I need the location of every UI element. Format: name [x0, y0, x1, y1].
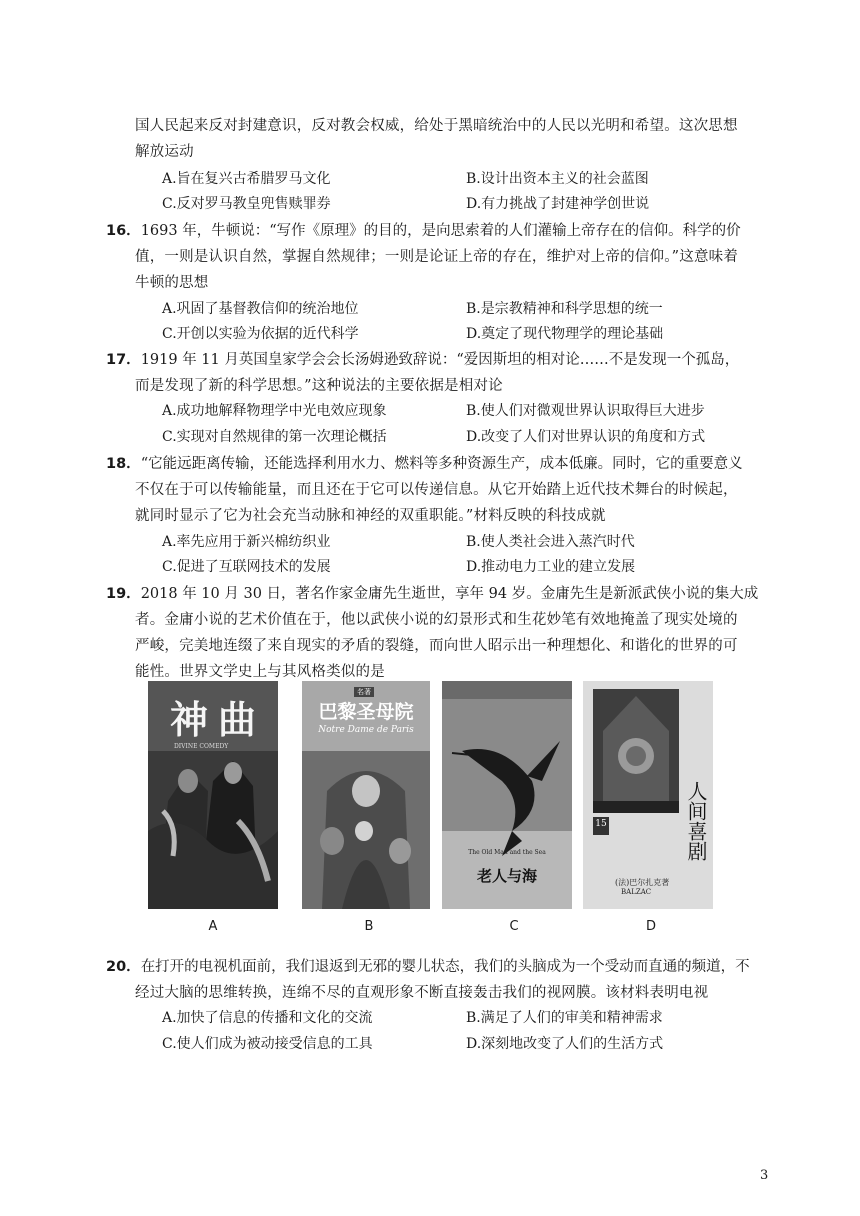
q19-stem-line-1: 2018 年 10 月 30 日，著名作家金庸先生逝世，享年 94 岁。金庸先生是新派武侠小说的集大成: [140, 586, 759, 602]
book-b-title: 巴黎圣母院: [318, 701, 414, 723]
book-cover-b: [302, 681, 430, 909]
book-a-subtitle: DIVINE COMEDY: [174, 743, 229, 750]
q15-option-c: C.反对罗马教皇兜售赎罪券: [162, 196, 331, 212]
q15-option-b: B.设计出资本主义的社会蓝图: [466, 171, 649, 187]
book-cover-a: [148, 681, 278, 909]
q19-line-1: [106, 581, 766, 607]
q16-line-1: [106, 218, 766, 244]
book-c-subtitle: The Old Man and the Sea: [468, 849, 546, 856]
q18-option-d: D.推动电力工业的建立发展: [466, 559, 636, 575]
q17-option-d: D.改变了人们对世界认识的角度和方式: [466, 429, 706, 445]
book-label-c: C: [509, 919, 519, 934]
q19-stem-line-4: 能性。世界文学史上与其风格类似的是: [135, 664, 385, 680]
q17-number: 17．: [106, 352, 141, 368]
q18-stem-line-2: 不仅在于可以传输能量，而且还在于它可以传递信息。从它开始踏上近代技术舞台的时候起，: [135, 482, 738, 498]
q18-line-1: [106, 451, 766, 477]
q17-stem-line-2: 而是发现了新的科学思想。”这种说法的主要依据是相对论: [135, 378, 503, 394]
q18-option-c: C.促进了互联网技术的发展: [162, 559, 331, 575]
book-b-subtitle: Notre Dame de Paris: [318, 725, 414, 735]
q19-stem-line-2: 者。金庸小说的艺术价值在于，他以武侠小说的幻景形式和生花妙笔有效地掩盖了现实处境的: [135, 612, 738, 628]
book-d-title: 人间喜剧: [684, 781, 708, 861]
q17-option-c: C.实现对自然规律的第一次理论概括: [162, 429, 387, 445]
q17-stem-line-1: 1919 年 11 月英国皇家学会会长汤姆逊致辞说：“爱因斯坦的相对论……不是发现一个孤岛，: [140, 352, 740, 368]
book-d-author-en: BALZAC: [621, 888, 652, 896]
q19-number: 19．: [106, 586, 141, 602]
book-a-title: 神曲: [170, 697, 267, 742]
q18-stem-line-1: “它能远距离传输，还能选择利用水力、燃料等多种资源生产，成本低廉。同时，它的重要意义: [140, 456, 743, 472]
q16-stem-line-3: 牛顿的思想: [135, 275, 209, 291]
book-cover-c: [442, 681, 572, 909]
q16-option-d: D.奠定了现代物理学的理论基础: [466, 326, 664, 342]
q17-option-b: B.使人们对微观世界认识取得巨大进步: [466, 403, 705, 419]
q19-stem-line-3: 严峻，完美地连缀了来自现实的矛盾的裂缝，而向世人昭示出一种理想化、和谐化的世界的可: [135, 638, 738, 654]
q16-number: 16．: [106, 223, 141, 239]
q18-option-b: B.使人类社会进入蒸汽时代: [466, 534, 635, 550]
q20-option-a: A.加快了信息的传播和文化的交流: [162, 1010, 373, 1026]
q16-option-b: B.是宗教精神和科学思想的统一: [466, 301, 663, 317]
q20-number: 20．: [106, 959, 141, 975]
q15-option-d: D.有力挑战了封建神学创世说: [466, 196, 650, 212]
q15-option-a: A.旨在复兴古希腊罗马文化: [162, 171, 331, 187]
q18-number: 18．: [106, 456, 141, 472]
q17-option-a: A.成功地解释物理学中光电效应现象: [162, 403, 387, 419]
book-covers: [0, 681, 860, 941]
q20-option-d: D.深刻地改变了人们的生活方式: [466, 1036, 664, 1052]
book-c-title: 老人与海: [476, 867, 537, 885]
q20-line-1: [106, 954, 766, 980]
book-label-d: D: [645, 919, 656, 934]
q20-option-b: B.满足了人们的审美和精神需求: [466, 1010, 663, 1026]
q17-line-1: [106, 347, 766, 373]
q20-option-c: C.使人们成为被动接受信息的工具: [162, 1036, 373, 1052]
q16-stem-line-1: 1693 年，牛顿说：“写作《原理》的目的，是向思索着的人们灌输上帝存在的信仰。科学的价: [140, 223, 741, 239]
book-b-tag: 名著: [354, 687, 374, 697]
book-label-b: B: [364, 919, 374, 934]
page-number: 3: [760, 1168, 769, 1183]
q16-stem-line-2: 值，一则是认识自然，掌握自然规律；一则是论证上帝的存在，维护对上帝的信仰。”这意味着: [135, 249, 739, 265]
book-d-volume: 15: [595, 819, 607, 829]
q20-stem-line-1: 在打开的电视机面前，我们退返到无邪的婴儿状态，我们的头脑成为一个受动而直通的频道，不: [140, 959, 750, 975]
q16-option-a: A.巩固了基督教信仰的统治地位: [162, 301, 359, 317]
q18-stem-line-3: 就同时显示了它为社会充当动脉和神经的双重职能。”材料反映的科技成就: [135, 508, 606, 524]
q15-stem-line-1: 国人民起来反对封建意识，反对教会权威，给处于黑暗统治中的人民以光明和希望。这次思想: [135, 118, 738, 134]
book-label-a: A: [208, 919, 218, 934]
q20-stem-line-2: 经过大脑的思维转换，连绵不尽的直观形象不断直接轰击我们的视网膜。该材料表明电视: [135, 985, 709, 1001]
q16-option-c: C.开创以实验为依据的近代科学: [162, 326, 359, 342]
book-d-author: (法)巴尔扎克著: [615, 878, 670, 887]
q18-option-a: A.率先应用于新兴棉纺织业: [162, 534, 331, 550]
book-cover-d: [583, 681, 713, 909]
q15-stem-line-2: 解放运动: [135, 144, 194, 160]
